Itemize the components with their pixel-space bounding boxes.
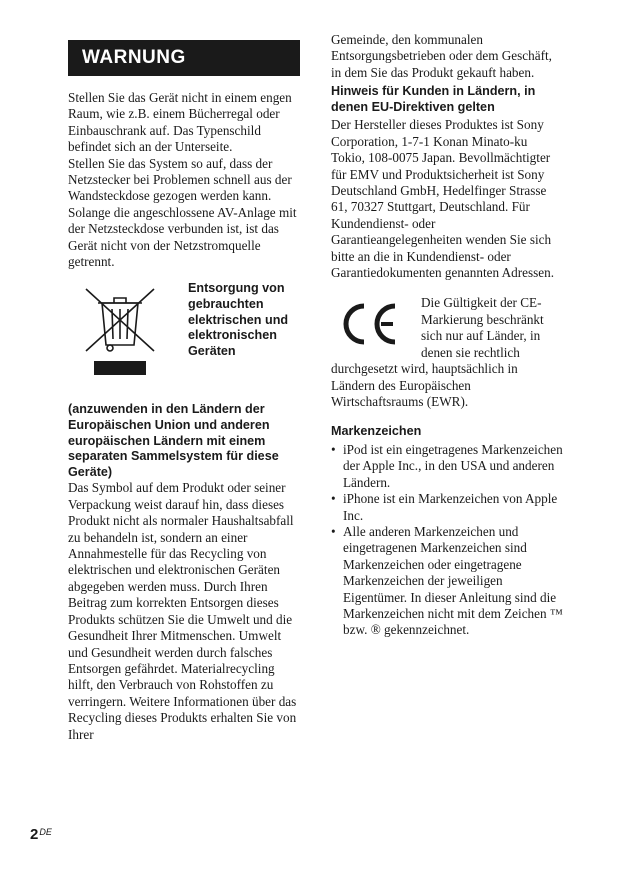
left-column [68, 40, 300, 743]
eu-directive-heading: Hinweis für Kunden in Ländern, in denen EU-Direktiven gelten [331, 84, 536, 114]
disposal-continuation: Gemeinde, den kommunalen Entsorgungsbetrieben oder dem Geschäft, in dem Sie das Produkt gekauft haben. [331, 32, 552, 80]
eu-directive-body: Der Hersteller dieses Produktes ist Sony Corporation, 1-7-1 Konan Minato-ku Tokio, 108-0075 Japan. Bevollmächtigter für EMV und Produktsicherheit ist Sony Deutschland GmbH, Hedelfinger Strasse 61, 70327 Stuttgart, Deutschland. Für Kundendienst- oder Garantieangelegenheiten wenden Sie sich bitte an die in Kundendienst- oder Garantiedokumenten genannten Adressen. [331, 117, 555, 281]
disposal-body: Das Symbol auf dem Produkt oder seiner Verpackung weist darauf hin, dass dieses Produkt nicht als normaler Haushaltsabfall zu behandeln ist, sondern an einer Annahmestelle für das Recycling von elektrischen und elektronischen Geräten abgegeben werden muss. Durch Ihren Beitrag zum korrekten Entsorgen dieses Produkts schützen Sie die Umwelt und die Gesundheit Ihrer Mitmenschen. Umwelt und Gesundheit werden durch falsches Entsorgen gefährdet. Materialrecycling hilft, den Verbrauch von Rohstoffen zu verringern. Weitere Informationen über das Recycling dieses Produkts erhalten Sie von Ihrer [68, 480, 297, 742]
list-item: • iPhone ist ein Markenzeichen von Apple Inc. [331, 491, 558, 523]
disposal-heading-full: (anzuwenden in den Ländern der Europäischen Union und anderen europäischen Ländern mit einem separaten Sammelsystem für diese Geräte) [68, 402, 279, 479]
warning-banner [68, 40, 300, 76]
placement-paragraph: Stellen Sie das Gerät nicht in einem engen Raum, wie z.B. einem Bücherregal oder Einbauschrank auf. Das Typenschild befindet sich an der Unterseite. [68, 90, 292, 155]
trademark-heading: Markenzeichen [331, 424, 422, 439]
trademark-list [331, 442, 563, 639]
bullet-glyph: • [331, 491, 336, 507]
bullet-glyph: • [331, 523, 336, 539]
disposal-heading-side: Entsorgung von gebrauchten elektrischen und elektronischen Geräten [188, 281, 289, 358]
right-column [331, 32, 563, 639]
ce-text: Die Gültigkeit der CE-Markierung beschränkt sich nur auf Länder, in denen sie rechtlich durchgesetzt wird, hauptsächlich in Ländern des Europäischen Wirtschaftsraums (EWR). [331, 295, 544, 409]
bullet-glyph: • [331, 441, 336, 457]
disposal-section-header [68, 281, 300, 402]
list-item: • Alle anderen Markenzeichen und eingetragenen Markenzeichen sind Markenzeichen oder eingetragene Markenzeichen der jeweiligen Eigentümer. In dieser Anleitung sind die Markenzeichen nicht mit dem Zeichen ™ bzw. ® gekennzeichnet. [331, 523, 563, 638]
plug-paragraph: Stellen Sie das System so auf, dass der Netzstecker bei Problemen schnell aus der Wandsteckdose gezogen werden kann. [68, 155, 292, 204]
power-paragraph: Solange die angeschlossene AV-Anlage mit der Netzsteckdose verbunden ist, ist das Gerät nicht von der Netzstromquelle getrennt. [68, 204, 297, 270]
warning-title: WARNUNG [82, 47, 186, 68]
page-number: 2DE [30, 826, 52, 843]
ce-mark-icon [337, 302, 403, 346]
list-item: • iPod ist ein eingetragenes Markenzeichen der Apple Inc., in den USA und anderen Ländern. [331, 441, 563, 490]
page-number-suffix: DE [39, 827, 52, 837]
ce-section [331, 295, 563, 410]
weee-crossed-bin-icon [80, 285, 160, 381]
